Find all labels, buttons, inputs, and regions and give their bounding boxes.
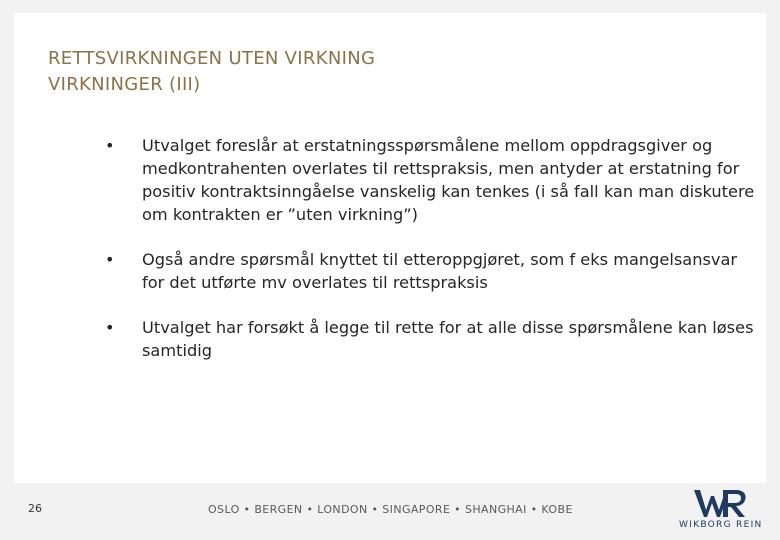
bullet-text: Utvalget har forsøkt å legge til rette for at alle disse spørsmålene kan løses samtidig: [142, 318, 754, 360]
bullet-marker: •: [105, 136, 115, 155]
bullet-item: [105, 134, 755, 226]
slide-title: [48, 46, 375, 98]
bullet-list: [105, 134, 755, 384]
bullet-text: Også andre spørsmål knyttet til etteroppgjøret, som f eks mangelsansvar for det utførte mv overlates til rettspraksis: [142, 250, 738, 292]
footer-cities: OSLO • BERGEN • LONDON • SINGAPORE • SHANGHAI • KOBE: [208, 503, 573, 516]
title-line-1: RETTSVIRKNINGEN UTEN VIRKNING: [48, 48, 376, 69]
bullet-marker: •: [105, 250, 115, 269]
bullet-marker: •: [105, 318, 115, 337]
page-number: 26: [28, 502, 42, 515]
bullet-text: Utvalget foreslår at erstatningsspørsmålene mellom oppdragsgiver og medkontrahenten overlates til rettspraksis, men antyder at erstatning for positiv kontraktsinngåelse vanskelig kan tenkes (i så fall kan man diskutere om kontrakten er ”uten virkning”): [142, 136, 755, 224]
logo-text: WIKBORG REIN: [679, 520, 763, 530]
bullet-item: [105, 316, 755, 362]
title-line-2: VIRKNINGER (III): [48, 74, 201, 95]
bullet-item: [105, 248, 755, 294]
